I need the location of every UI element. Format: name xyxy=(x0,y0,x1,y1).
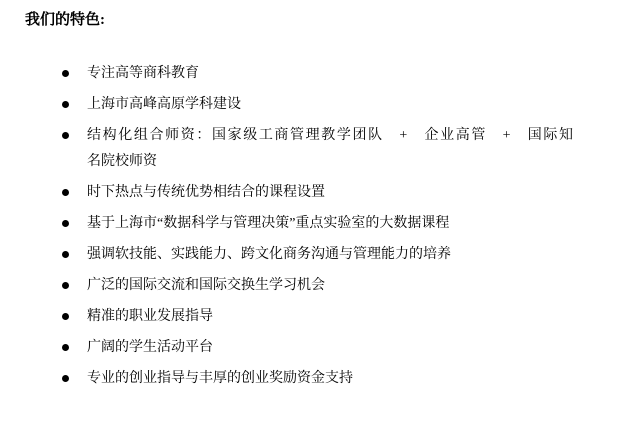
page-title: 我们的特色: xyxy=(25,12,105,28)
bullet-icon xyxy=(62,101,69,108)
bullet-icon xyxy=(62,70,69,77)
list-item-text: 上海市高峰高原学科建设 xyxy=(87,97,241,112)
list-item-text: 专注高等商科教育 xyxy=(87,66,199,81)
list-item-text: 基于上海市“数据科学与管理决策”重点实验室的大数据课程 xyxy=(87,216,450,231)
bullet-icon xyxy=(62,251,69,258)
features-list xyxy=(62,61,573,397)
list-item-text: 时下热点与传统优势相结合的课程设置 xyxy=(87,185,325,200)
list-item xyxy=(62,211,573,237)
list-item xyxy=(62,242,573,268)
bullet-icon xyxy=(62,220,69,227)
list-item xyxy=(62,92,573,118)
list-item xyxy=(62,61,573,87)
list-item-text: 广阔的学生活动平台 xyxy=(87,340,213,355)
list-item xyxy=(62,123,573,175)
list-item xyxy=(62,335,573,361)
bullet-icon xyxy=(62,313,69,320)
bullet-icon xyxy=(62,344,69,351)
list-item xyxy=(62,180,573,206)
list-item-text: 广泛的国际交流和国际交换生学习机会 xyxy=(87,278,325,293)
list-item-text: 精准的职业发展指导 xyxy=(87,309,213,324)
bullet-icon xyxy=(62,282,69,289)
bullet-icon xyxy=(62,375,69,382)
list-item xyxy=(62,366,573,392)
list-item-text: 专业的创业指导与丰厚的创业奖励资金支持 xyxy=(87,371,353,386)
list-item-text: 强调软技能、实践能力、跨文化商务沟通与管理能力的培养 xyxy=(87,247,451,262)
list-item xyxy=(62,304,573,330)
list-item-text: 结构化组合师资：国家级工商管理教学团队 + 企业高管 + 国际知 xyxy=(87,128,573,143)
list-item xyxy=(62,273,573,299)
list-item-text-continuation: 名院校师资 xyxy=(87,154,157,169)
bullet-icon xyxy=(62,189,69,196)
bullet-icon xyxy=(62,132,69,139)
